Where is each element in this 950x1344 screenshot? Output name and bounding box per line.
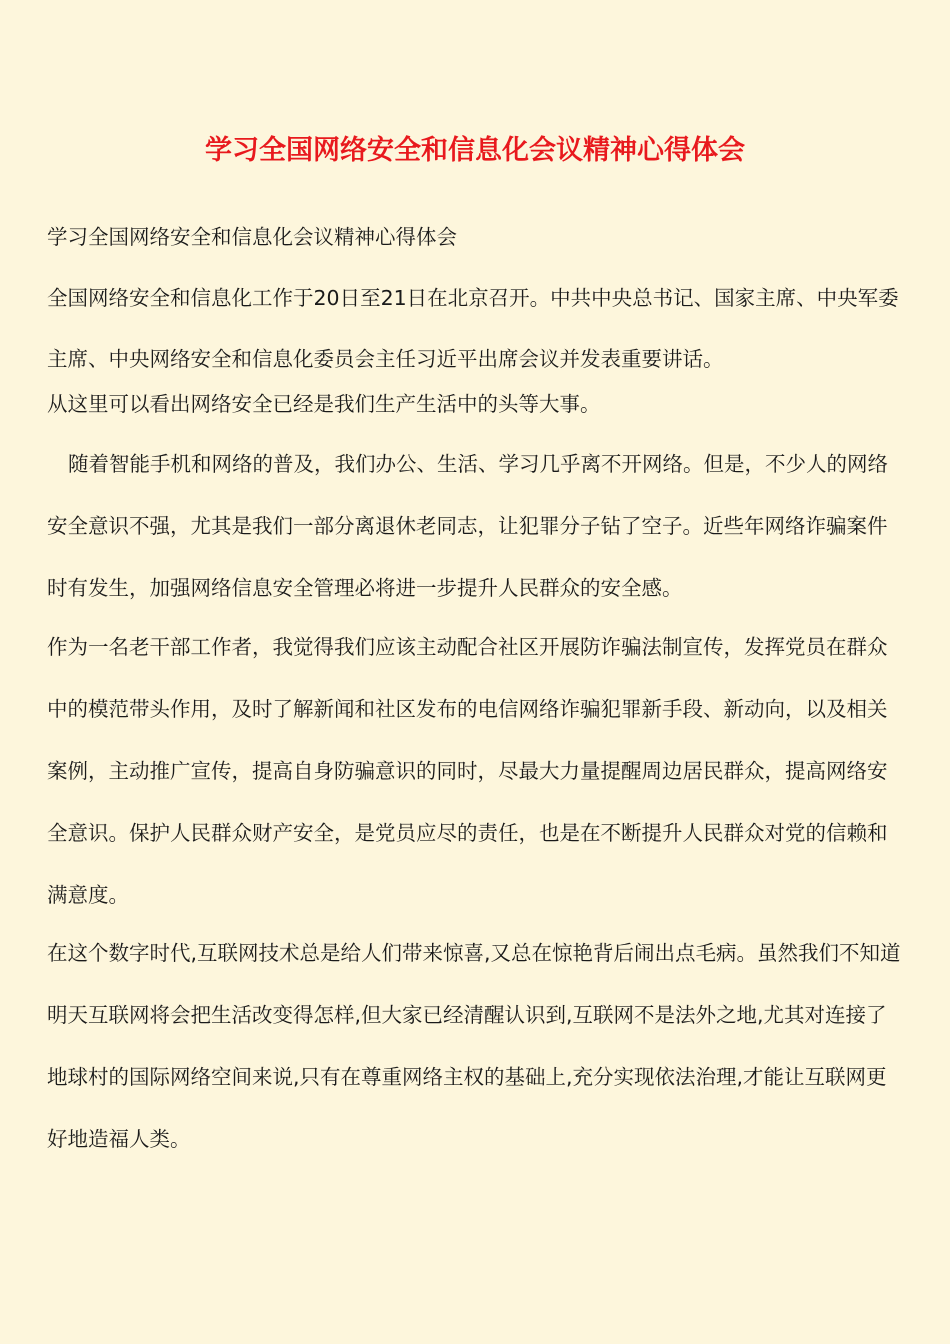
- paragraph-digital-era: 在这个数字时代,互联网技术总是给人们带来惊喜,又总在惊艳背后闹出点毛病。虽然我们不知道明天互联网将会把生活改变得怎样,但大家已经清醒认识到,互联网不是法外之地,尤其对连接了地球村的国际网络空间来说,只有在尊重网络主权的基础上,充分实现依法治理,才能让互联网更好地造福人类。: [47, 941, 901, 1151]
- document-title: 学习全国网络安全和信息化会议精神心得体会: [205, 135, 745, 166]
- paragraph-smartphone: 随着智能手机和网络的普及，我们办公、生活、学习几乎离不开网络。但是，不少人的网络安全意识不强，尤其是我们一部分离退休老同志，让犯罪分子钻了空子。近些年网络诈骗案件时有发生，加强网络信息安全管理必将进一步提升人民群众的安全感。: [47, 452, 888, 600]
- paragraph-subtitle: 学习全国网络安全和信息化会议精神心得体会: [47, 225, 457, 249]
- paragraph-intro: 全国网络安全和信息化工作于20日至21日在北京召开。中共中央总书记、国家主席、中央军委主席、中央网络安全和信息化委员会主任习近平出席会议并发表重要讲话。: [47, 286, 899, 371]
- document-body: [47, 222, 907, 1170]
- paragraph-cadre-worker: 作为一名老干部工作者，我觉得我们应该主动配合社区开展防诈骗法制宣传，发挥党员在群众中的模范带头作用，及时了解新闻和社区发布的电信网络诈骗犯罪新手段、新动向，以及相关案例，主动推广宣传，提高自身防骗意识的同时，尽最大力量提醒周边居民群众，提高网络安全意识。保护人民群众财产安全，是党员应尽的责任，也是在不断提升人民群众对党的信赖和满意度。: [47, 635, 888, 907]
- paragraph-importance: 从这里可以看出网络安全已经是我们生产生活中的头等大事。: [47, 392, 601, 416]
